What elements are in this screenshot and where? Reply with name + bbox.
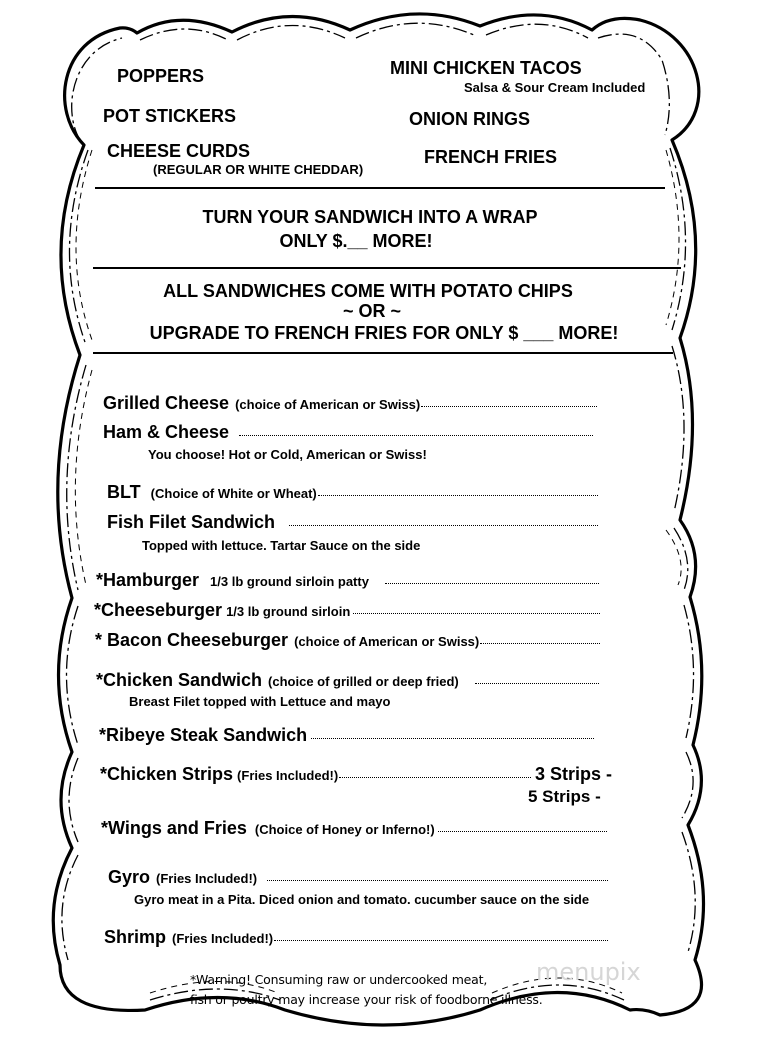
- menu-item-wings-fries: [101, 818, 607, 839]
- appetizer-mini-chicken-tacos: MINI CHICKEN TACOS: [390, 58, 582, 78]
- dot-leader: [421, 405, 597, 407]
- dot-leader: [438, 830, 607, 832]
- item-name: Grilled Cheese: [103, 393, 230, 413]
- menu-item-grilled-cheese: [103, 393, 597, 414]
- warning-line-1: *Warning! Consuming raw or undercooked meat,: [190, 972, 488, 987]
- item-note: (Fries Included!): [172, 931, 274, 946]
- dot-leader: [318, 494, 598, 496]
- item-description-gyro: Gyro meat in a Pita. Diced onion and tomato. cucumber sauce on the side: [134, 892, 590, 907]
- dot-leader: [289, 524, 598, 526]
- item-name: Ham & Cheese: [103, 422, 230, 442]
- dot-leader: [239, 434, 593, 436]
- divider-1: [95, 187, 665, 189]
- divider-2: [93, 267, 681, 269]
- appetizer-cheese-curds: CHEESE CURDS: [107, 141, 251, 161]
- menu-item-bacon-cheeseburger: [95, 630, 600, 651]
- item-price-5-strips: 5 Strips -: [528, 787, 601, 806]
- item-name: BLT: [107, 482, 141, 502]
- food-safety-warning: [190, 970, 542, 1010]
- dot-leader: [339, 776, 531, 778]
- item-description-chicken-sandwich: Breast Filet topped with Lettuce and mayo: [129, 694, 391, 709]
- item-name: *Chicken Sandwich: [96, 670, 263, 690]
- appetizer-pot-stickers: POT STICKERS: [103, 106, 237, 126]
- chips-banner-line1: ALL SANDWICHES COME WITH POTATO CHIPS: [163, 281, 573, 301]
- item-description-ham-cheese: You choose! Hot or Cold, American or Swiss!: [148, 447, 427, 462]
- item-note: (choice of American or Swiss): [294, 634, 480, 649]
- item-note: (choice of grilled or deep fried): [268, 674, 459, 689]
- divider-3: [93, 352, 673, 354]
- warning-line-2: fish or poultry may increase your risk of foodborne illness.: [190, 992, 543, 1007]
- item-name: *Wings and Fries: [101, 818, 247, 838]
- dot-leader: [267, 879, 608, 881]
- menu-item-fish-filet: [107, 512, 598, 533]
- item-name: *Ribeye Steak Sandwich: [99, 725, 308, 745]
- appetizer-onion-rings: ONION RINGS: [409, 109, 531, 129]
- menu-item-blt: [107, 482, 598, 503]
- dot-leader: [475, 682, 599, 684]
- menu-item-cheeseburger: [94, 600, 600, 621]
- appetizer-french-fries: FRENCH FRIES: [424, 147, 558, 167]
- item-note: (Fries Included!): [237, 768, 339, 783]
- item-description-fish-filet: Topped with lettuce. Tartar Sauce on the side: [142, 538, 421, 553]
- menu-item-hamburger: [96, 570, 599, 591]
- menu-item-ribeye-steak: [99, 725, 594, 746]
- appetizer-mini-chicken-tacos-note: Salsa & Sour Cream Included: [464, 80, 646, 95]
- menu-item-ham-cheese: [103, 422, 593, 443]
- item-name: *Hamburger: [96, 570, 200, 590]
- appetizer-cheese-curds-note: (REGULAR OR WHITE CHEDDAR): [153, 162, 364, 177]
- item-name: Fish Filet Sandwich: [107, 512, 276, 532]
- item-name: *Chicken Strips: [100, 764, 234, 784]
- item-note: (choice of American or Swiss): [235, 397, 421, 412]
- item-name: Gyro: [108, 867, 151, 887]
- item-note: 1/3 lb ground sirloin: [226, 604, 351, 619]
- menu-item-gyro: [108, 867, 608, 888]
- item-name: Shrimp: [104, 927, 167, 947]
- chips-banner-line3: UPGRADE TO FRENCH FRIES FOR ONLY $ ___ MORE!: [149, 323, 619, 343]
- item-note: 1/3 lb ground sirloin patty: [210, 574, 369, 589]
- menupix-watermark: menupix: [536, 958, 641, 986]
- wrap-banner-line2: ONLY $.__ MORE!: [279, 231, 433, 251]
- item-note: (Choice of White or Wheat): [150, 486, 317, 501]
- dot-leader: [311, 737, 594, 739]
- dot-leader: [353, 612, 600, 614]
- dot-leader: [385, 582, 599, 584]
- appetizer-poppers: POPPERS: [117, 66, 205, 86]
- menu-item-chicken-sandwich: [96, 670, 599, 691]
- item-name: * Bacon Cheeseburger: [95, 630, 289, 650]
- menu-item-shrimp: [104, 927, 608, 948]
- item-note: (Fries Included!): [156, 871, 258, 886]
- dot-leader: [274, 939, 608, 941]
- menu-item-chicken-strips: [100, 764, 612, 785]
- dot-leader: [480, 642, 600, 644]
- item-note: (Choice of Honey or Inferno!): [254, 822, 435, 837]
- item-name: *Cheeseburger: [94, 600, 223, 620]
- chips-banner-line2: ~ OR ~: [342, 301, 402, 321]
- wrap-banner-line1: TURN YOUR SANDWICH INTO A WRAP: [202, 207, 538, 227]
- item-price-3-strips: 3 Strips -: [534, 764, 612, 784]
